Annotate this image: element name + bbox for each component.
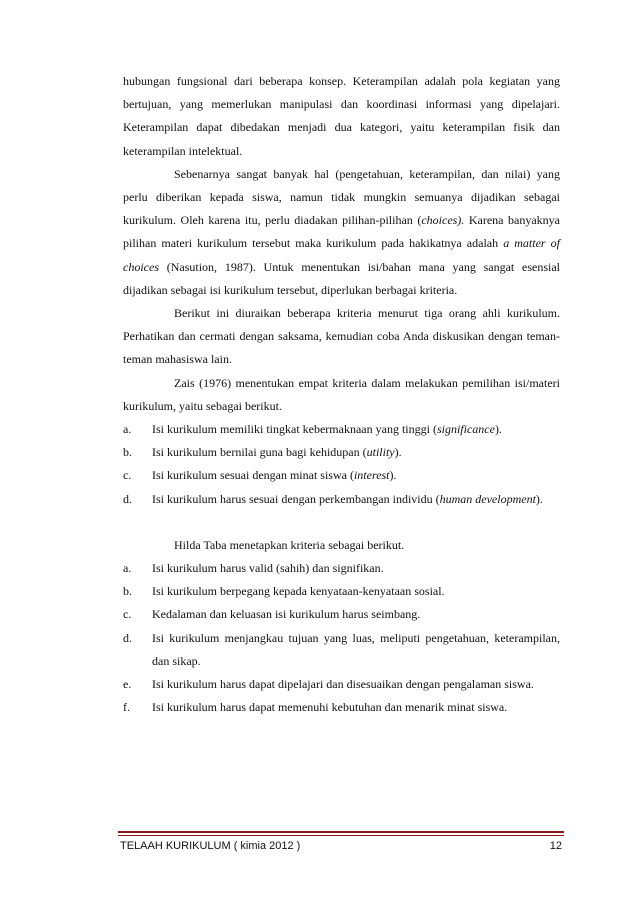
term-choices: choices). bbox=[421, 213, 465, 228]
list-item-body: Isi kurikulum memiliki tingkat kebermaknaan yang tinggi ( bbox=[152, 422, 437, 437]
page-footer bbox=[120, 840, 562, 852]
list-item-end: ). bbox=[535, 491, 543, 506]
paragraph-2-part-c: (Nasution, 1987). Untuk menentukan isi/bahan mana yang sangat esensial dijadikan sebagai isi kurikulum tersebut, diperlukan berbagai kriteria. bbox=[123, 259, 560, 297]
list-marker: d. bbox=[123, 630, 132, 645]
list-item bbox=[123, 418, 560, 441]
list-item bbox=[123, 488, 560, 511]
list-marker: c. bbox=[123, 607, 132, 622]
list-item-text bbox=[152, 441, 560, 464]
page-number: 12 bbox=[549, 840, 562, 852]
list-item-text bbox=[152, 464, 560, 487]
list-item bbox=[123, 696, 560, 719]
list-item bbox=[123, 603, 560, 626]
paragraph-1: hubungan fungsional dari beberapa konsep. Keterampilan adalah pola kegiatan yang bertujuan, yang memerlukan manipulasi dan koordinasi informasi yang dipelajari. Keterampilan dapat dibedakan menjadi dua kategori, yaitu keterampilan fisik dan keterampilan intelektual. bbox=[123, 74, 560, 158]
list-marker: d. bbox=[123, 491, 132, 506]
list-item bbox=[123, 580, 560, 603]
list-item-term: interest bbox=[353, 468, 390, 483]
list-item bbox=[123, 557, 560, 580]
list-marker: b. bbox=[123, 584, 132, 599]
list-item bbox=[123, 441, 560, 464]
list-item-body: Isi kurikulum bernilai guna bagi kehidupan ( bbox=[152, 445, 367, 460]
list-item-text: Kedalaman dan keluasan isi kurikulum harus seimbang. bbox=[152, 607, 421, 622]
paragraph-2-part-b: Karena banyaknya pilihan materi kurikulum tersebut maka kurikulum pada hakikatnya adalah bbox=[123, 213, 560, 251]
paragraph-4: Zais (1976) menentukan empat kriteria dalam melakukan pemilihan isi/materi kurikulum, yaitu sebagai berikut. bbox=[123, 375, 560, 413]
body-text bbox=[123, 70, 560, 719]
list-item-term: human development bbox=[439, 491, 536, 506]
footer-title: TELAAH KURIKULUM ( kimia 2012 ) bbox=[120, 840, 301, 852]
list-marker: a. bbox=[123, 422, 132, 437]
list-item-text bbox=[152, 488, 560, 511]
list-item-text: Isi kurikulum harus dapat dipelajari dan disesuaikan dengan pengalaman siswa. bbox=[152, 677, 534, 692]
list-item-text bbox=[152, 418, 560, 441]
paragraph-5: Hilda Taba menetapkan kriteria sebagai berikut. bbox=[174, 537, 405, 552]
list-marker: c. bbox=[123, 468, 132, 483]
list-item-body: Isi kurikulum harus sesuai dengan perkembangan individu ( bbox=[152, 491, 440, 506]
taba-criteria-list bbox=[123, 557, 560, 719]
list-item-text: Isi kurikulum harus valid (sahih) dan signifikan. bbox=[152, 561, 384, 576]
term-matter-of-choices: a matter of choices bbox=[123, 236, 560, 274]
list-item-term: utility bbox=[366, 445, 395, 460]
list-item-text: Isi kurikulum menjangkau tujuan yang luas, meliputi pengetahuan, keterampilan, dan sikap. bbox=[152, 630, 560, 668]
list-item bbox=[123, 464, 560, 487]
list-marker: b. bbox=[123, 445, 132, 460]
list-item-body: Isi kurikulum sesuai dengan minat siswa ( bbox=[152, 468, 354, 483]
list-item-term: significance bbox=[436, 422, 495, 437]
list-item-end: ). bbox=[494, 422, 502, 437]
paragraph-2-part-a: Sebenarnya sangat banyak hal (pengetahuan, keterampilan, dan nilai) yang perlu diberikan kepada siswa, namun tidak mungkin semuanya dijadikan sebagai kurikulum. Oleh karena itu, perlu diadakan pilihan-pilihan ( bbox=[123, 166, 560, 228]
footer-rule-thin bbox=[118, 835, 564, 836]
list-item bbox=[123, 673, 560, 696]
list-item bbox=[123, 627, 560, 673]
list-item-end: ). bbox=[389, 468, 397, 483]
footer-rule bbox=[118, 831, 564, 833]
paragraph-3: Berikut ini diuraikan beberapa kriteria menurut tiga orang ahli kurikulum. Perhatikan dan cermati dengan saksama, kemudian coba Anda diskusikan dengan teman-teman mahasiswa lain. bbox=[123, 306, 560, 367]
zais-criteria-list bbox=[123, 418, 560, 511]
list-marker: f. bbox=[123, 700, 130, 715]
list-marker: a. bbox=[123, 561, 132, 576]
list-item-end: ). bbox=[394, 445, 402, 460]
list-item-text: Isi kurikulum harus dapat memenuhi kebutuhan dan menarik minat siswa. bbox=[152, 700, 508, 715]
list-marker: e. bbox=[123, 677, 132, 692]
spacer bbox=[123, 511, 560, 534]
paragraph-2 bbox=[123, 163, 560, 302]
list-item-text: Isi kurikulum berpegang kepada kenyataan-kenyataan sosial. bbox=[152, 584, 445, 599]
